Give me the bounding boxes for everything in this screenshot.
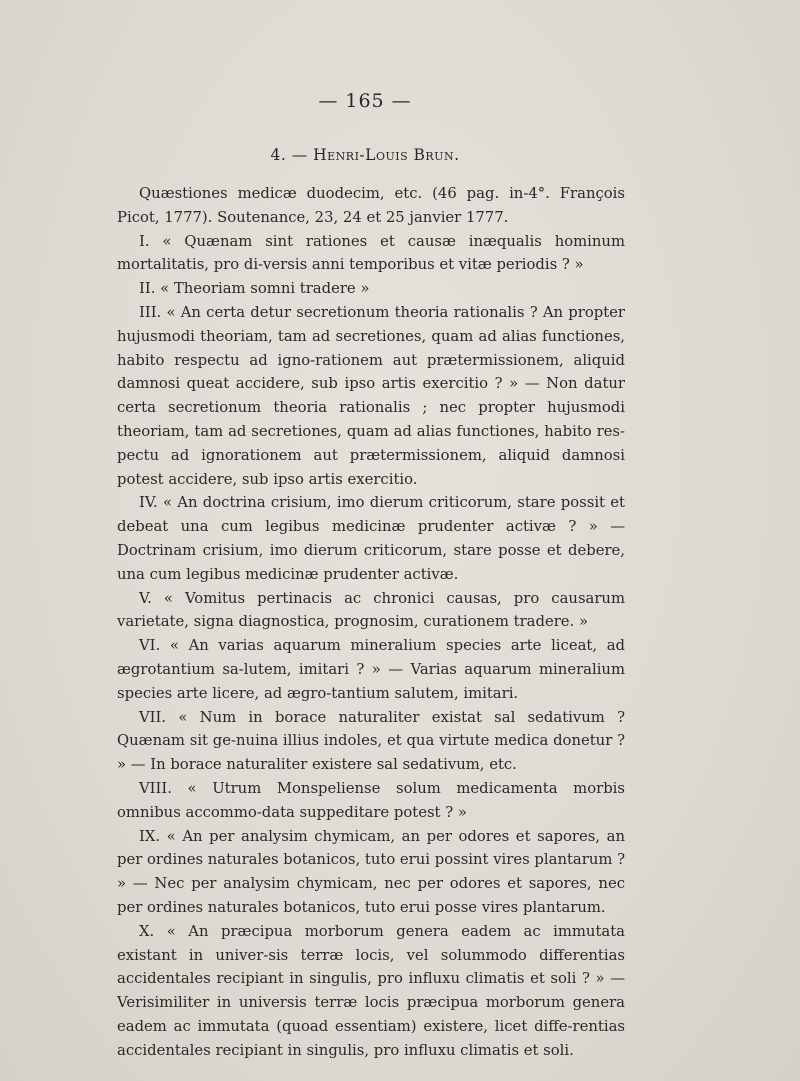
thesis-title: Quæstiones medicæ duodecim, etc. (46 pag. in-4°. François Picot, 1777). Soutenance, 23, 24 et 25 janvier 1777. bbox=[117, 185, 625, 226]
entry-heading bbox=[0, 146, 730, 164]
question-5: V. « Vomitus pertinacis ac chronici causas, pro causarum varietate, signa diagnostica, prognosim, curationem tradere. » bbox=[117, 589, 625, 631]
question-6: VI. « An varias aquarum mineralium species arte liceat, ad ægrotantium sa-lutem, imitari ? » — Varias aquarum mineralium species arte licere, ad ægro-tantium salutem, imitari. bbox=[117, 637, 625, 702]
question-10: X. « An præcipua morborum genera eadem ac immutata existant in univer-sis terræ locis, vel solummodo differentias accidentales recipiant in singulis, pro influxu climatis et soli ? » — Verisimiliter in universis terræ locis præcipua morborum genera eadem ac immutata (quoad essentiam) existere, licet diffe-rentias accidentales recipiant in singulis, pro influxu climatis et soli. bbox=[117, 922, 625, 1059]
question-1: I. « Quænam sint rationes et causæ inæqualis hominum mortalitatis, pro di-versis anni temporibus et vitæ periodis ? » bbox=[117, 232, 625, 274]
author-name: Henri-Louis Brun. bbox=[313, 146, 460, 164]
question-8: VIII. « Utrum Monspeliense solum medicamenta morbis omnibus accommo-data suppeditare potest ? » bbox=[117, 779, 625, 821]
page-number: — 165 — bbox=[318, 90, 412, 112]
entry-number: 4. — bbox=[270, 146, 308, 164]
question-4: IV. « An doctrina crisium, imo dierum criticorum, stare possit et debeat una cum legibus medicinæ prudenter activæ ? » — Doctrinam crisium, imo dierum criticorum, stare posse et debere, una cum legibus medicinæ prudenter activæ. bbox=[117, 494, 625, 583]
question-2: II. « Theoriam somni tradere » bbox=[139, 280, 370, 298]
question-7: VII. « Num in borace naturaliter existat sal sedativum ? Quænam sit ge-nuina illius indoles, et qua virtute medica donetur ? » — In borace naturaliter existere sal sedativum, etc. bbox=[117, 708, 625, 774]
body-text bbox=[117, 182, 625, 1062]
question-9: IX. « An per analysim chymicam, an per odores et sapores, an per ordines naturales botanicos, tuto erui possint vires plantarum ? » — Nec per analysim chymicam, nec per odores et sapores, nec per ordines naturales botanicos, tuto erui posse vires plantarum. bbox=[117, 827, 626, 916]
question-3: III. « An certa detur secretionum theoria rationalis ? An propter hujusmodi theoriam, tam ad secretiones, quam ad alias functiones, habito respectu ad igno-rationem aut prætermissionem, aliquid damnosi queat accidere, sub ipso artis exercitio ? » — Non datur certa secretionum theoria rationalis ; nec propter hujusmodi theoriam, tam ad secretiones, quam ad alias functiones, habito res-pectu ad ignorationem aut prætermissionem, aliquid damnosi potest accidere, sub ipso artis exercitio. bbox=[117, 303, 625, 488]
